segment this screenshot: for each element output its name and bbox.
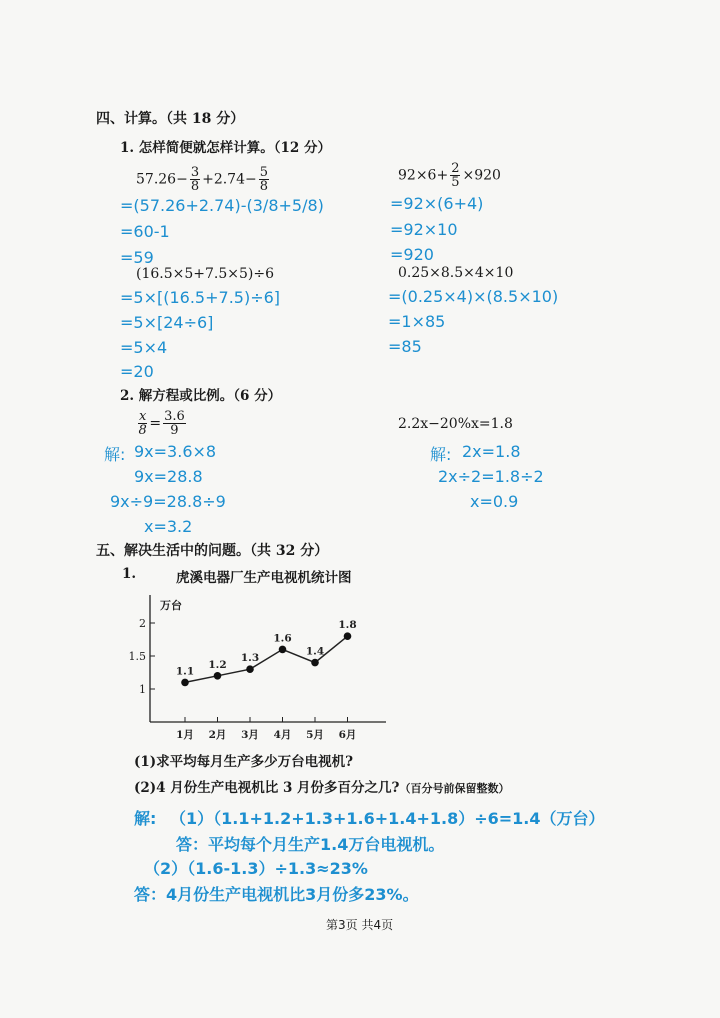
p2-step-3: =920 — [390, 245, 434, 264]
x-tick-label: 3月 — [241, 729, 259, 741]
p1-step-1: =(57.26+2.74)-(3/8+5/8) — [120, 196, 324, 215]
data-label: 1.2 — [208, 658, 227, 671]
fraction-3-8: $\frac{3}{8}$ — [190, 165, 200, 194]
q1-heading: 1. 怎样简便就怎样计算。（12 分） — [120, 140, 332, 156]
eq2-step-1: 2x=1.8 — [462, 442, 521, 461]
section-5-title: 五、解决生活中的问题。（共 32 分） — [96, 543, 329, 559]
line-chart — [120, 585, 400, 745]
data-point — [344, 632, 352, 640]
p1-step-2: =60-1 — [120, 222, 170, 241]
problem-3-expression: (16.5×5+7.5×5)÷6 — [136, 266, 275, 282]
answer-jie: 解: — [134, 809, 157, 828]
s5-q1-number: 1. — [122, 566, 137, 582]
x-tick-label: 6月 — [338, 729, 357, 741]
p1-step-3: =59 — [120, 248, 154, 267]
eq2-jie: 解: — [430, 445, 452, 464]
p4-step-3: =85 — [388, 337, 422, 356]
data-label: 1.4 — [305, 645, 325, 658]
x-tick-label: 2月 — [208, 729, 227, 741]
p3-step-1: =5×[(16.5+7.5)÷6] — [120, 288, 281, 307]
answer-line-1: （1）（1.1+1.2+1.3+1.6+1.4+1.8）÷6=1.4（万台） — [170, 809, 605, 828]
data-point — [311, 659, 319, 667]
question-a: (1)求平均每月生产多少万台电视机? — [134, 754, 354, 770]
question-b: (2)4 月份生产电视机比 3 月份多百分之几?（百分号前保留整数） — [134, 780, 510, 796]
p2-step-2: =92×10 — [390, 220, 458, 239]
eq1-step-3: 9x÷9=28.8÷9 — [110, 492, 226, 511]
y-axis-label: 万台 — [160, 599, 182, 612]
eq2-step-3: x=0.9 — [470, 492, 519, 511]
proportion-expression: $\frac{x}{8}$ = $\frac{3.6}{9}$ — [138, 409, 185, 438]
q2-heading: 2. 解方程或比例。（6 分） — [120, 388, 282, 404]
x-tick-label: 1月 — [176, 729, 194, 741]
eq1-step-1: 9x=3.6×8 — [134, 442, 217, 461]
eq1-step-4: x=3.2 — [144, 517, 193, 536]
equation-2-expression: 2.2x−20%x=1.8 — [398, 416, 513, 432]
eq1-step-2: 9x=28.8 — [134, 467, 203, 486]
data-point — [279, 646, 287, 654]
y-tick-label: 1 — [139, 683, 146, 696]
p4-step-2: =1×85 — [388, 312, 446, 331]
fraction-2-5: $\frac{2}{5}$ — [451, 161, 460, 190]
data-point — [181, 679, 189, 687]
x-tick-label: 4月 — [273, 729, 292, 741]
problem-4-expression: 0.25×8.5×4×10 — [398, 265, 514, 281]
fraction-5-8: $\frac{5}{8}$ — [259, 165, 269, 194]
answer-line-3: （2）（1.6-1.3）÷1.3≈23% — [144, 859, 368, 878]
p3-step-2: =5×[24÷6] — [120, 313, 214, 332]
data-point — [246, 665, 254, 673]
answer-line-4: 答：4月份生产电视机比3月份多23%。 — [134, 885, 419, 904]
data-label: 1.8 — [338, 619, 357, 632]
p3-step-4: =20 — [120, 362, 154, 381]
problem-1-expression: 57.26− $\frac{3}{8}$ +2.74− $\frac{5}{8}$ — [136, 165, 269, 194]
p4-step-1: =(0.25×4)×(8.5×10) — [388, 287, 559, 306]
data-label: 1.1 — [175, 665, 195, 678]
data-point — [214, 672, 222, 680]
chart-title: 虎溪电器厂生产电视机统计图 — [176, 570, 352, 586]
eq1-jie: 解: — [104, 445, 126, 464]
chart-series — [176, 619, 357, 686]
answer-line-2: 答：平均每个月生产1.4万台电视机。 — [176, 835, 445, 854]
problem-2-expression: 92×6+ $\frac{2}{5}$ ×920 — [398, 161, 501, 190]
p2-step-1: =92×(6+4) — [390, 194, 484, 213]
data-label: 1.6 — [273, 632, 292, 645]
y-tick-label: 1.5 — [128, 650, 146, 663]
data-label: 1.3 — [240, 652, 260, 665]
eq2-step-2: 2x÷2=1.8÷2 — [438, 467, 544, 486]
x-tick-label: 5月 — [306, 729, 324, 741]
page-footer: 第3页 共4页 — [326, 918, 394, 932]
p3-step-3: =5×4 — [120, 338, 168, 357]
y-tick-label: 2 — [139, 617, 146, 630]
section-4-title: 四、计算。（共 18 分） — [96, 111, 245, 127]
